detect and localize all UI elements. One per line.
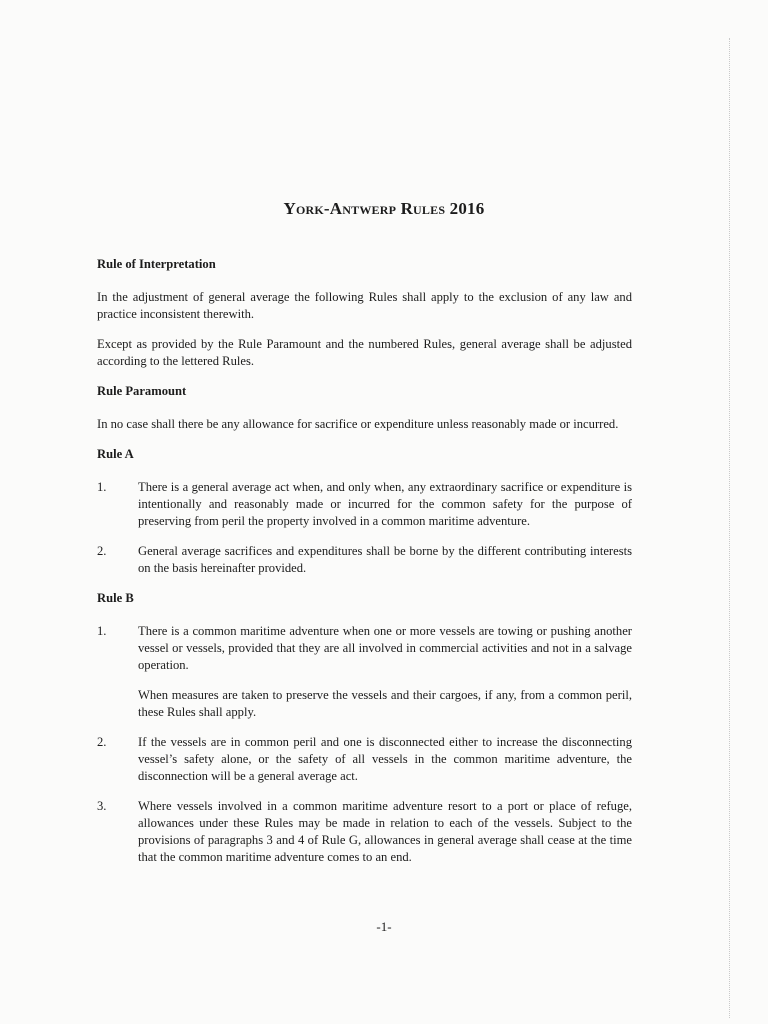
rule-b-item-3-text: Where vessels involved in a common maritime adventure resort to a port or place of refuge, allowances under these Rules may be made in relation to each of the vessels. Subject to the provisions of paragraphs 3 and 4 of Rule G, allowances in general average shall cease at the time that the common maritime adventure comes to an end. bbox=[138, 799, 632, 864]
rule-a-item-2-number: 2. bbox=[97, 544, 107, 558]
interpretation-paragraph-2: Except as provided by the Rule Paramount and the numbered Rules, general average shall be adjusted according to the lettered Rules. bbox=[97, 337, 632, 368]
section-heading-interpretation: Rule of Interpretation bbox=[97, 257, 216, 271]
rule-a-item-1 bbox=[97, 479, 632, 530]
rule-b-item-1-number: 1. bbox=[97, 624, 107, 638]
rule-b-item-1-text-2: When measures are taken to preserve the vessels and their cargoes, if any, from a common peril, these Rules shall apply. bbox=[138, 688, 632, 719]
page-number: -1- bbox=[376, 919, 392, 934]
rule-b-item-2-text: If the vessels are in common peril and one is disconnected either to increase the disconnecting vessel’s safety alone, or the safety of all vessels in the common maritime adventure, the disconnection will be a general average act. bbox=[138, 735, 632, 783]
document-body bbox=[97, 256, 632, 879]
paramount-paragraph-1: In no case shall there be any allowance for sacrifice or expenditure unless reasonably made or incurred. bbox=[97, 417, 619, 431]
rule-b-item-3 bbox=[97, 798, 632, 866]
scan-edge-line bbox=[729, 38, 730, 1018]
rule-a-item-1-number: 1. bbox=[97, 480, 107, 494]
rule-a-item-1-text: There is a general average act when, and only when, any extraordinary sacrifice or expenditure is intentionally and reasonably made or incurred for the common safety for the purpose of preserving from peril the property involved in a common maritime adventure. bbox=[138, 480, 632, 528]
rule-b-item-3-number: 3. bbox=[97, 799, 107, 813]
rule-a-item-2 bbox=[97, 543, 632, 577]
document-title: York-Antwerp Rules 2016 bbox=[283, 199, 485, 218]
rule-b-item-2-number: 2. bbox=[97, 735, 107, 749]
section-heading-rule-a: Rule A bbox=[97, 447, 134, 461]
section-heading-rule-b: Rule B bbox=[97, 591, 134, 605]
rule-b-item-1 bbox=[97, 623, 632, 721]
rule-b-item-1-text: There is a common maritime adventure when one or more vessels are towing or pushing another vessel or vessels, provided that they are all involved in commercial activities and not in a salvage operation. bbox=[138, 624, 632, 672]
section-heading-paramount: Rule Paramount bbox=[97, 384, 187, 398]
rule-a-item-2-text: General average sacrifices and expenditures shall be borne by the different contributing interests on the basis hereinafter provided. bbox=[138, 544, 632, 575]
rule-b-item-2 bbox=[97, 734, 632, 785]
interpretation-paragraph-1: In the adjustment of general average the following Rules shall apply to the exclusion of any law and practice inconsistent therewith. bbox=[97, 290, 632, 321]
